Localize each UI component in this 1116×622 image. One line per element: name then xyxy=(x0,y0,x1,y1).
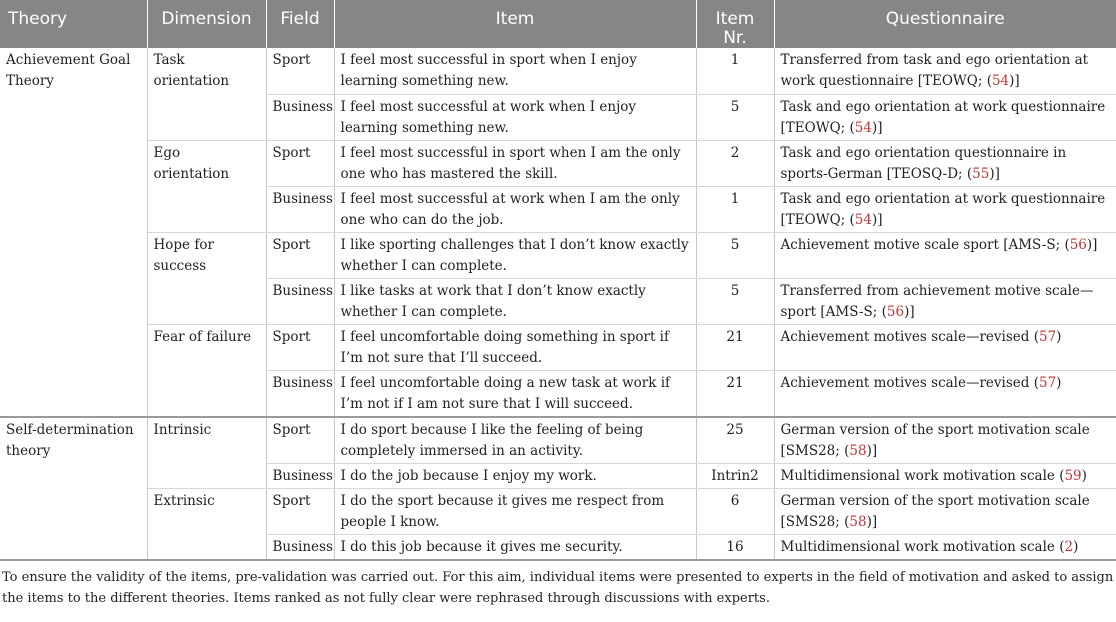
item-cell: I like tasks at work that I don’t know exactly whether I can complete. xyxy=(334,278,696,324)
dimension-cell: Fear of failure xyxy=(147,324,266,417)
field-cell: Business xyxy=(266,534,334,560)
reference-link[interactable]: 55 xyxy=(972,165,990,182)
item-nr-cell: 2 xyxy=(696,140,774,186)
dimension-cell: Task orientation xyxy=(147,48,266,140)
questionnaire-cell: Multidimensional work motivation scale (2) xyxy=(774,534,1116,560)
header-item: Item xyxy=(334,0,696,48)
item-cell: I do the sport because it gives me respect from people I know. xyxy=(334,488,696,534)
field-cell: Sport xyxy=(266,324,334,370)
questionnaire-cell: Task and ego orientation at work questionnaire [TEOWQ; (54)] xyxy=(774,186,1116,232)
item-nr-cell: 5 xyxy=(696,232,774,278)
field-cell: Business xyxy=(266,94,334,140)
table-row xyxy=(0,232,1116,278)
table-row xyxy=(0,488,1116,534)
item-nr-cell: 1 xyxy=(696,186,774,232)
field-cell: Business xyxy=(266,186,334,232)
table-row xyxy=(0,48,1116,94)
field-cell: Business xyxy=(266,463,334,488)
dimension-cell: Hope for success xyxy=(147,232,266,324)
item-cell: I like sporting challenges that I don’t know exactly whether I can complete. xyxy=(334,232,696,278)
item-cell: I feel most successful in sport when I am the only one who has mastered the skill. xyxy=(334,140,696,186)
reference-link[interactable]: 54 xyxy=(854,119,872,136)
dimension-cell: Ego orientation xyxy=(147,140,266,232)
questionnaire-cell: German version of the sport motivation scale [SMS28; (58)] xyxy=(774,488,1116,534)
questionnaire-cell: Task and ego orientation at work questionnaire [TEOWQ; (54)] xyxy=(774,94,1116,140)
item-nr-cell: 6 xyxy=(696,488,774,534)
reference-link[interactable]: 58 xyxy=(849,442,867,459)
item-nr-cell: Intrin2 xyxy=(696,463,774,488)
reference-link[interactable]: 56 xyxy=(1069,236,1087,253)
questionnaire-cell: German version of the sport motivation scale [SMS28; (58)] xyxy=(774,417,1116,464)
questionnaire-cell: Transferred from task and ego orientation at work questionnaire [TEOWQ; (54)] xyxy=(774,48,1116,94)
header-dimension: Dimension xyxy=(147,0,266,48)
item-cell: I do sport because I like the feeling of being completely immersed in an activity. xyxy=(334,417,696,464)
field-cell: Sport xyxy=(266,232,334,278)
item-nr-cell: 16 xyxy=(696,534,774,560)
reference-link[interactable]: 56 xyxy=(886,303,905,320)
theory-cell: Achievement Goal Theory xyxy=(0,48,147,417)
questionnaire-cell: Achievement motive scale sport [AMS-S; (56)] xyxy=(774,232,1116,278)
dimension-cell: Intrinsic xyxy=(147,417,266,489)
field-cell: Sport xyxy=(266,488,334,534)
item-cell: I feel uncomfortable doing a new task at work if I’m not if I am not sure that I will succeed. xyxy=(334,370,696,417)
item-cell: I feel most successful at work when I am the only one who can do the job. xyxy=(334,186,696,232)
reference-link[interactable]: 59 xyxy=(1064,467,1082,484)
header-questionnaire: Questionnaire xyxy=(774,0,1116,48)
item-cell: I do the job because I enjoy my work. xyxy=(334,463,696,488)
reference-link[interactable]: 57 xyxy=(1038,374,1057,391)
table-row xyxy=(0,417,1116,464)
item-nr-cell: 1 xyxy=(696,48,774,94)
questionnaire-cell: Task and ego orientation questionnaire in sports-German [TEOSQ-D; (55)] xyxy=(774,140,1116,186)
item-cell: I feel uncomfortable doing something in sport if I’m not sure that I’ll succeed. xyxy=(334,324,696,370)
reference-link[interactable]: 57 xyxy=(1038,328,1057,345)
table-row xyxy=(0,140,1116,186)
header-theory: Theory xyxy=(0,0,147,48)
field-cell: Business xyxy=(266,370,334,417)
item-nr-cell: 21 xyxy=(696,324,774,370)
reference-link[interactable]: 58 xyxy=(849,513,867,530)
table-footnote: To ensure the validity of the items, pre-validation was carried out. For this aim, individual items were presented to experts in the field of motivation and asked to assign the items to the different theories. Items ranked as not fully clear were rephrased through discussions with experts. xyxy=(2,569,1114,606)
item-nr-cell: 5 xyxy=(696,94,774,140)
header-row xyxy=(0,0,1116,48)
item-cell: I feel most successful at work when I enjoy learning something new. xyxy=(334,94,696,140)
reference-link[interactable]: 2 xyxy=(1064,538,1074,555)
item-cell: I do this job because it gives me security. xyxy=(334,534,696,560)
item-nr-cell: 25 xyxy=(696,417,774,464)
dimension-cell: Extrinsic xyxy=(147,488,266,560)
questionnaire-cell: Achievement motives scale—revised (57) xyxy=(774,370,1116,417)
field-cell: Sport xyxy=(266,48,334,94)
theory-cell: Self-determination theory xyxy=(0,417,147,560)
questionnaire-cell: Multidimensional work motivation scale (59) xyxy=(774,463,1116,488)
reference-link[interactable]: 54 xyxy=(854,211,872,228)
table-row xyxy=(0,324,1116,370)
field-cell: Business xyxy=(266,278,334,324)
item-nr-cell: 21 xyxy=(696,370,774,417)
item-nr-cell: 5 xyxy=(696,278,774,324)
field-cell: Sport xyxy=(266,417,334,464)
questionnaire-cell: Achievement motives scale—revised (57) xyxy=(774,324,1116,370)
item-cell: I feel most successful in sport when I enjoy learning something new. xyxy=(334,48,696,94)
header-item-nr: Item Nr. xyxy=(696,0,774,48)
field-cell: Sport xyxy=(266,140,334,186)
questionnaire-cell: Transferred from achievement motive scale—sport [AMS-S; (56)] xyxy=(774,278,1116,324)
reference-link[interactable]: 54 xyxy=(991,73,1010,89)
header-field: Field xyxy=(266,0,334,48)
